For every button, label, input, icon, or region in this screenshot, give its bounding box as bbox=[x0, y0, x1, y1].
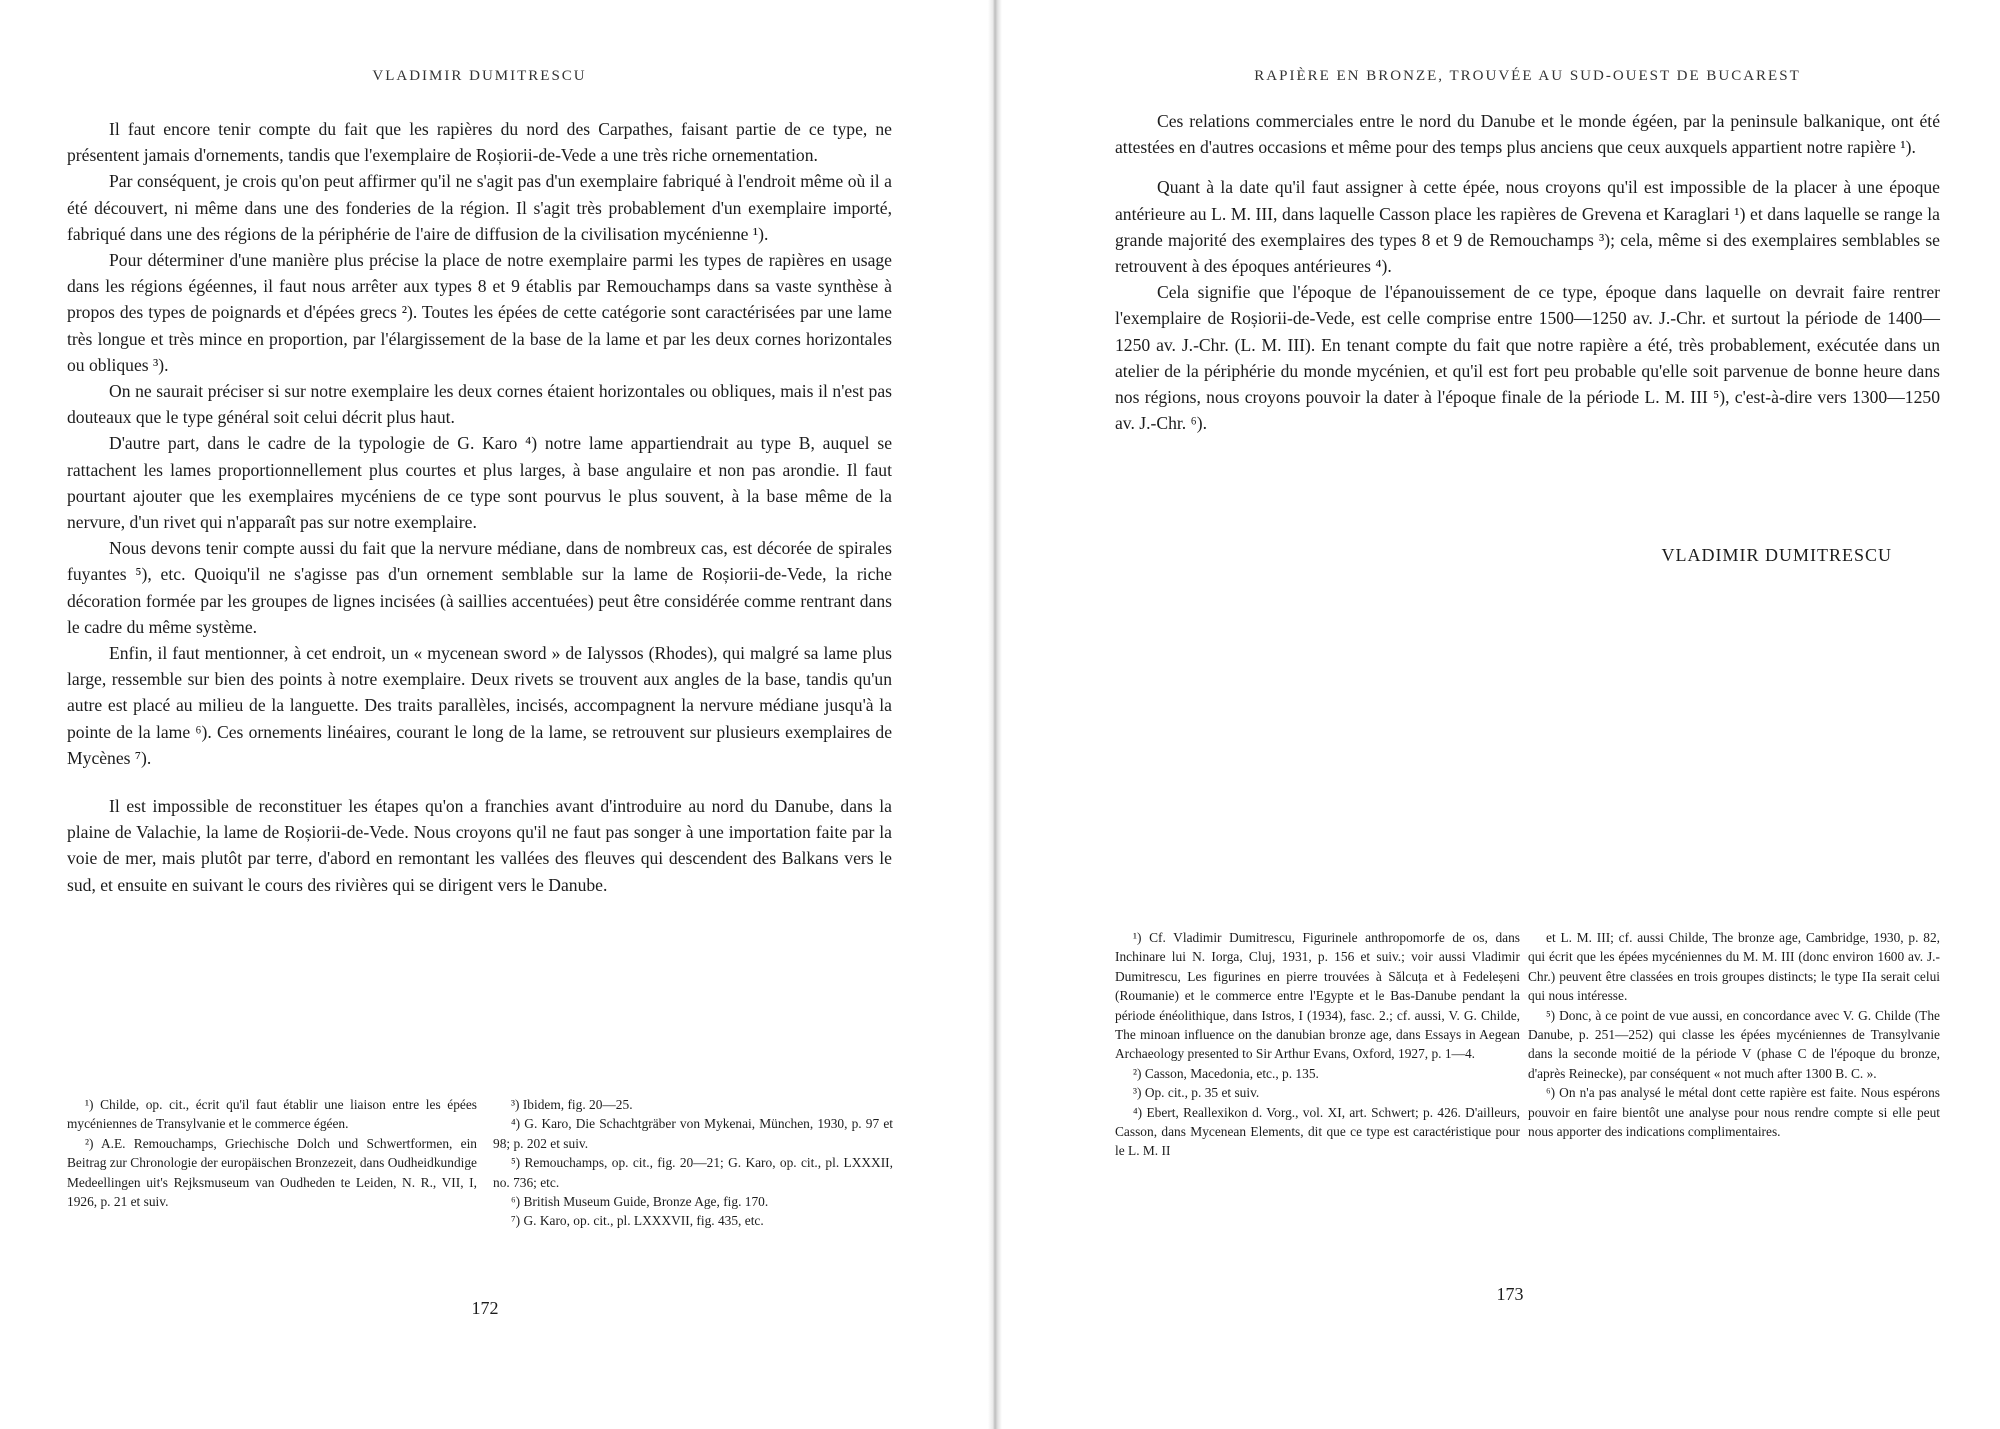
footnote: ¹) Cf. Vladimir Dumitrescu, Figurinele anthropomorfe de os, dans Inchinare lui N. Iorga, Cluj, 1931, p. 156 et suiv.; voir aussi Vladimir Dumitrescu, Les figurines en pierre trouvées à Sălcuța et à Fedeleșeni (Roumanie) et le commerce entre l'Egypte et le Bas-Danube pendant la période énéolithique, dans Istros, I (1934), fasc. 2.; cf. aussi, V. G. Childe, The minoan influence on the danubian bronze age, dans Essays in Aegean Archaeology presented to Sir Arthur Evans, Oxford, 1927, p. 1—4. bbox=[1115, 930, 1520, 1062]
body-text bbox=[1115, 108, 1940, 436]
footnote: ³) Ibidem, fig. 20—25. bbox=[511, 1097, 633, 1112]
running-head: RAPIÈRE EN BRONZE, TROUVÉE AU SUD-OUEST DE BUCAREST bbox=[1254, 68, 1801, 84]
footnote: ⁵) Donc, à ce point de vue aussi, en concordance avec V. G. Childe (The Danube, p. 251—252) qui classe les épées mycéniennes de Transylvanie dans la seconde moitié de la période V (phase C de l'époque du bronze, d'après Reinecke), par conséquent « not much after 1300 B. C. ». bbox=[1528, 1007, 1940, 1081]
paragraph: D'autre part, dans le cadre de la typologie de G. Karo ⁴) notre lame appartiendrait au type B, auquel se rattachent les lames proportionnellement plus courtes et plus larges, à base angulaire et non pas arondie. Il faut pourtant ajouter que les exemplaires mycéniens de ce type sont pourvus le plus souvent, à la base même de la nervure, d'un rivet qui n'apparaît pas sur notre exemplaire. bbox=[67, 433, 892, 533]
footnote: ⁶) British Museum Guide, Bronze Age, fig. 170. bbox=[511, 1194, 769, 1210]
left-page bbox=[0, 0, 990, 1429]
paragraph: Enfin, il faut mentionner, à cet endroit, un « mycenean sword » de Ialyssos (Rhodes), qui malgré sa lame plus large, ressemble sur bien des points à notre exemplaire. Deux rivets se trouvent aux angles de la base, tandis qu'un autre est placé au milieu de la languette. Des traits parallèles, incisés, accompagnent la nervure médiane jusqu'à la pointe de la lame ⁶). Ces ornements linéaires, courant le long de la lame, se retrouvent sur plusieurs exemplaires de Mycènes ⁷). bbox=[67, 643, 892, 768]
footnotes-column bbox=[1528, 928, 1940, 1141]
paragraph: Nous devons tenir compte aussi du fait que la nervure médiane, dans de nombreux cas, est décorée de spirales fuyantes ⁵), etc. Quoiqu'il ne s'agisse pas d'un ornement semblable sur la lame de Roșiorii-de-Vede, la riche décoration formée par les groupes de lignes incisées (à saillies accentuées) peut être considérée comme rentrant dans le cadre du même système. bbox=[67, 538, 892, 637]
footnote: ²) Casson, Macedonia, etc., p. 135. bbox=[1133, 1065, 1319, 1081]
paragraph: Par conséquent, je crois qu'on peut affirmer qu'il ne s'agit pas d'un exemplaire fabriqué à l'endroit même où il a été découvert, ni même dans une des fonderies de la région. Il s'agit très probablement d'un exemplaire importé, fabriqué dans une des régions de la périphérie de l'aire de diffusion de la civilisation mycénienne ¹). bbox=[67, 171, 892, 244]
right-page bbox=[1000, 0, 2000, 1429]
footnotes-column bbox=[493, 1095, 893, 1231]
footnote: ⁷) G. Karo, op. cit., pl. LXXXVII, fig. 435, etc. bbox=[511, 1213, 764, 1229]
footnote: ³) Op. cit., p. 35 et suiv. bbox=[1133, 1085, 1260, 1101]
author-signature: VLADIMIR DUMITRESCU bbox=[1661, 545, 1892, 565]
running-head: VLADIMIR DUMITRESCU bbox=[372, 68, 587, 84]
paragraph: Cela signifie que l'époque de l'épanouissement de ce type, époque dans laquelle on devrait faire rentrer l'exemplaire de Roșiorii-de-Vede, est celle comprise entre 1500—1250 av. J.-Chr. et surtout la période de 1400—1250 av. J.-Chr. (L. M. III). En tenant compte du fait que notre rapière a été, très probablement, exécutée dans un atelier de la périphérie du monde mycénien, et qu'il est fort peu probable qu'elle soit parvenue de bonne heure dans nos régions, nous croyons pouvoir la dater à l'époque finale de la période L. M. III ⁵), c'est-à-dire vers 1300—1250 av. J.-Chr. ⁶). bbox=[1115, 282, 1940, 434]
footnote: ⁴) Ebert, Reallexikon d. Vorg., vol. XI, art. Schwert; p. 426. D'ailleurs, Casson, dans Mycenean Elements, dit que ce type est caractéristique pour le L. M. II bbox=[1115, 1104, 1520, 1159]
footnote: ²) A.E. Remouchamps, Griechische Dolch und Schwertformen, ein Beitrag zur Chronologie der europäischen Bronzezeit, dans Oudheidkundige Medeellingen uit's Rejksmuseum van Oudheden te Leiden, N. R., VII, I, 1926, p. 21 et suiv. bbox=[67, 1135, 477, 1210]
footnote: ⁶) On n'a pas analysé le métal dont cette rapière est faite. Nous espérons pouvoir en faire bientôt une analyse pour nous rendre compte si elle peut nous apporter des indications complimentaires. bbox=[1528, 1085, 1940, 1140]
page-number: 172 bbox=[471, 1298, 499, 1318]
body-text bbox=[67, 116, 892, 898]
paragraph: Pour déterminer d'une manière plus précise la place de notre exemplaire parmi les types de rapières en usage dans les régions égéennes, il faut nous arrêter aux types 8 et 9 établis par Remouchamps dans sa vaste synthèse à propos des types de poignards et d'épées grecs ²). Toutes les épées de cette catégorie sont caractérisées par une lame très longue et très mince en proportion, par l'élargissement de la base de la lame et par les deux cornes horizontales ou obliques ³). bbox=[67, 250, 892, 375]
footnotes-column bbox=[67, 1095, 477, 1211]
paragraph: Il faut encore tenir compte du fait que les rapières du nord des Carpathes, faisant partie de ce type, ne présentent jamais d'ornements, tandis que l'exemplaire de Roșiorii-de-Vede a une très riche ornementation. bbox=[67, 119, 892, 166]
footnote: ⁵) Remouchamps, op. cit., fig. 20—21; G. Karo, op. cit., pl. LXXXII, no. 736; etc. bbox=[493, 1155, 893, 1190]
paragraph: Il est impossible de reconstituer les étapes qu'on a franchies avant d'introduire au nord du Danube, dans la plaine de Valachie, la lame de Roșiorii-de-Vede. Nous croyons qu'il ne faut pas songer à une importation faite par la voie de mer, mais plutôt par terre, d'abord en remontant les vallées des fleuves qui descendent des Balkans vers le sud, et ensuite en suivant le cours des rivières qui se dirigent vers le Danube. bbox=[67, 796, 892, 895]
paragraph: Ces relations commerciales entre le nord du Danube et le monde égéen, par la peninsule balkanique, ont été attestées en d'autres occasions et même pour des temps plus anciens que ceux auxquels appartient notre rapière ¹). bbox=[1115, 111, 1940, 158]
footnotes-column bbox=[1115, 928, 1520, 1161]
paragraph: Quant à la date qu'il faut assigner à cette épée, nous croyons qu'il est impossible de la placer à une époque antérieure au L. M. III, dans laquelle Casson place les rapières de Grevena et Karaglari ¹) et dans laquelle se range la grande majorité des exemplaires des types 8 et 9 de Remouchamps ³); cela, même si des exemplaires semblables se retrouvent à des époques antérieures ⁴). bbox=[1115, 177, 1940, 277]
page-number: 173 bbox=[1496, 1284, 1524, 1304]
paragraph: On ne saurait préciser si sur notre exemplaire les deux cornes étaient horizontales ou obliques, mais il n'est pas douteaux que le type général soit celui décrit plus haut. bbox=[67, 381, 892, 428]
footnote: et L. M. III; cf. aussi Childe, The bronze age, Cambridge, 1930, p. 82, qui écrit que les épées mycéniennes du M. M. III (donc environ 1600 av. J.-Chr.) peuvent être classées en trois groupes distincts; le type IIa serait celui qui nous intéresse. bbox=[1528, 930, 1940, 1004]
footnote: ¹) Childe, op. cit., écrit qu'il faut établir une liaison entre les épées mycéniennes de Transylvanie et le commerce égéen. bbox=[67, 1097, 477, 1132]
footnote: ⁴) G. Karo, Die Schachtgräber von Mykenai, München, 1930, p. 97 et 98; p. 202 et suiv. bbox=[493, 1116, 893, 1151]
